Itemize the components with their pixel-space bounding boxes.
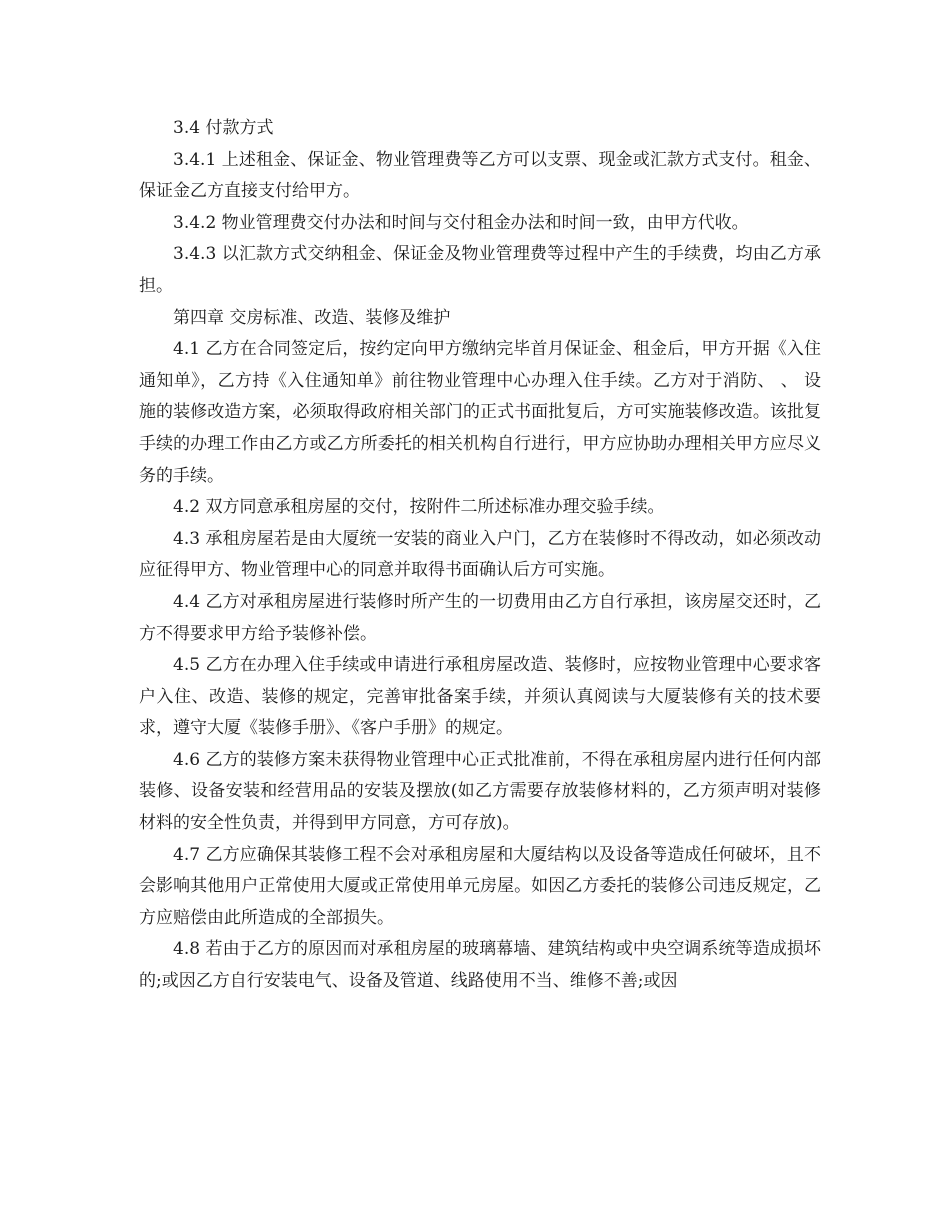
paragraph-3-4-1: 3.4.1 上述租金、保证金、物业管理费等乙方可以支票、现金或汇款方式支付。租金、保证金乙方直接支付给甲方。 <box>139 149 821 202</box>
paragraph-3-4-2: 3.4.2 物业管理费交付办法和时间与交付租金办法和时间一致，由甲方代收。 <box>173 212 749 233</box>
paragraph-4-4: 4.4 乙方对承租房屋进行装修时所产生的一切费用由乙方自行承担，该房屋交还时，乙方不得要求甲方给予装修补偿。 <box>139 591 821 644</box>
paragraph-4-7: 4.7 乙方应确保其装修工程不会对承租房屋和大厦结构以及设备等造成任何破坏，且不会影响其他用户正常使用大厦或正常使用单元房屋。如因乙方委托的装修公司违反规定，乙方应赔偿由此所造成的全部损失。 <box>139 844 821 928</box>
paragraph-4-2: 4.2 双方同意承租房屋的交付，按附件二所述标准办理交验手续。 <box>173 497 665 518</box>
paragraph-4-6: 4.6 乙方的装修方案未获得物业管理中心正式批准前，不得在承租房屋内进行任何内部装修、设备安装和经营用品的安装及摆放(如乙方需要存放装修材料的，乙方须声明对装修材料的安全性负责，并得到甲方同意，方可存放)。 <box>139 749 821 834</box>
chapter-4-heading: 第四章 交房标准、改造、装修及维护 <box>173 307 451 328</box>
paragraph-4-3: 4.3 承租房屋若是由大厦统一安装的商业入户门，乙方在装修时不得改动，如必须改动应征得甲方、物业管理中心的同意并取得书面确认后方可实施。 <box>139 528 821 581</box>
paragraph-4-1: 4.1 乙方在合同签定后，按约定向甲方缴纳完毕首月保证金、租金后，甲方开据《入住通知单》，乙方持《入住通知单》前往物业管理中心办理入住手续。乙方对于消防、 、 设施的装修改造方案，必须取得政府相关部门的正式书面批复后，方可实施装修改造。该批复手续的办理工作由乙方或乙方所委托的相关机构自行进行，甲方应协助办理相关甲方应尽义务的手续。 <box>139 339 821 486</box>
paragraph-3-4: 3.4 付款方式 <box>173 118 274 138</box>
paragraph-4-5: 4.5 乙方在办理入住手续或申请进行承租房屋改造、装修时，应按物业管理中心要求客户入住、改造、装修的规定，完善审批备案手续，并须认真阅读与大厦装修有关的技术要求，遵守大厦《装修手册》、《客户手册》的规定。 <box>139 655 821 739</box>
paragraph-3-4-3: 3.4.3 以汇款方式交纳租金、保证金及物业管理费等过程中产生的手续费，均由乙方承担。 <box>139 244 821 296</box>
paragraph-4-8: 4.8 若由于乙方的原因而对承租房屋的玻璃幕墙、建筑结构或中央空调系统等造成损坏的;或因乙方自行安装电气、设备及管道、线路使用不当、维修不善;或因 <box>139 939 821 992</box>
document-page <box>139 113 821 998</box>
